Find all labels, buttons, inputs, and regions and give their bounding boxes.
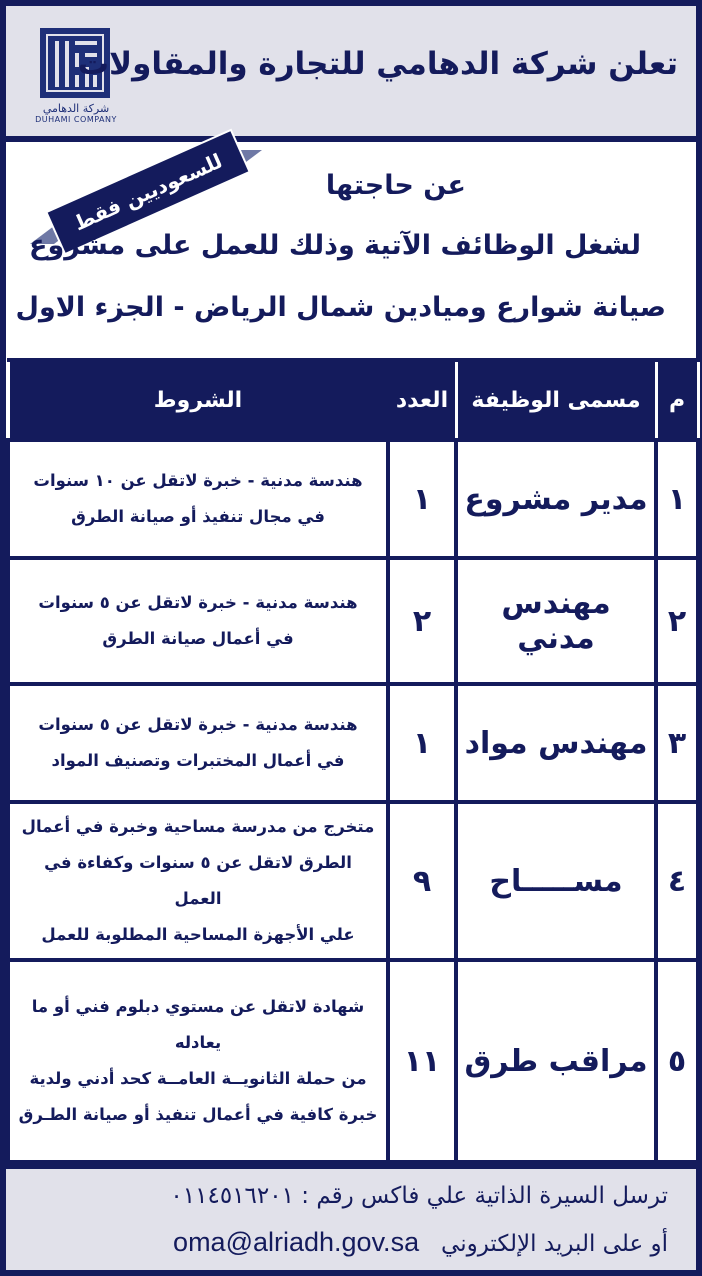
conditions-cell: هندسة مدنية - خبرة لاتقل عن ٥ سنوات في أعمال المختبرات وتصنيف المواد bbox=[8, 684, 388, 802]
count-cell: ١ bbox=[388, 440, 456, 558]
header-banner bbox=[6, 6, 696, 142]
conditions-cell: هندسة مدنية - خبرة لاتقل عن ٥ سنوات في أعمال صيانة الطرق bbox=[8, 558, 388, 684]
job-title-cell: مهندس مواد bbox=[456, 684, 656, 802]
logo-arabic-name: شركة الدهامي bbox=[42, 102, 110, 115]
number-cell: ٢ bbox=[656, 558, 698, 684]
intro-line-3: صيانة شوارع وميادين شمال الرياض - الجزء الاول bbox=[15, 292, 666, 323]
fax-text: ترسل السيرة الذاتية علي فاكس رقم : ٠١١٤٥١٦٢٠١ bbox=[170, 1183, 668, 1209]
table-row bbox=[8, 684, 698, 802]
job-title-cell: مســـــاح bbox=[456, 802, 656, 960]
header-count: العدد bbox=[388, 360, 456, 440]
job-title-cell: مراقب طرق bbox=[456, 960, 656, 1162]
intro-line-2: لشغل الوظائف الآتية وذلك للعمل على مشروع bbox=[29, 230, 641, 261]
count-cell: ١ bbox=[388, 684, 456, 802]
table-row bbox=[8, 440, 698, 558]
email-link[interactable]: oma@alriadh.gov.sa bbox=[173, 1227, 420, 1257]
table-row bbox=[8, 960, 698, 1162]
conditions-cell: هندسة مدنية - خبرة لاتقل عن ١٠ سنوات في مجال تنفيذ أو صيانة الطرق bbox=[8, 440, 388, 558]
logo-english-name: DUHAMI COMPANY bbox=[35, 115, 117, 124]
number-cell: ٣ bbox=[656, 684, 698, 802]
count-cell: ٢ bbox=[388, 558, 456, 684]
conditions-cell: شهادة لاتقل عن مستوي دبلوم فني أو ما يعادله من حملة الثانويــة العامــة كحد أدني ولدية خبرة كافية في أعمال تنفيذ أو صيانة الطـرق bbox=[8, 960, 388, 1162]
header-conditions: الشروط bbox=[8, 360, 388, 440]
announcement-title: تعلن شركة الدهامي للتجارة والمقاولات bbox=[77, 46, 678, 82]
table-row bbox=[8, 802, 698, 960]
jobs-table bbox=[6, 358, 700, 1164]
number-cell: ١ bbox=[656, 440, 698, 558]
intro-line-1: عن حاجتها bbox=[325, 170, 466, 201]
conditions-cell: متخرج من مدرسة مساحية وخبرة في أعمال الطرق لاتقل عن ٥ سنوات وكفاءة في العمل علي الأجهزة المساحية المطلوبة للعمل bbox=[8, 802, 388, 960]
ribbon-label: للسعوديين فقط bbox=[48, 131, 249, 253]
number-cell: ٥ bbox=[656, 960, 698, 1162]
table-header-row bbox=[8, 360, 698, 440]
job-title-cell: مهندس مدني bbox=[456, 558, 656, 684]
count-cell: ١١ bbox=[388, 960, 456, 1162]
header-number: م bbox=[656, 360, 698, 440]
email-line bbox=[173, 1227, 668, 1258]
email-prefix: أو على البريد الإلكتروني bbox=[441, 1231, 668, 1257]
contact-footer bbox=[6, 1164, 696, 1270]
intro-section bbox=[6, 142, 696, 358]
count-cell: ٩ bbox=[388, 802, 456, 960]
job-title-cell: مدير مشروع bbox=[456, 440, 656, 558]
number-cell: ٤ bbox=[656, 802, 698, 960]
header-job-title: مسمى الوظيفة bbox=[456, 360, 656, 440]
table-row bbox=[8, 558, 698, 684]
